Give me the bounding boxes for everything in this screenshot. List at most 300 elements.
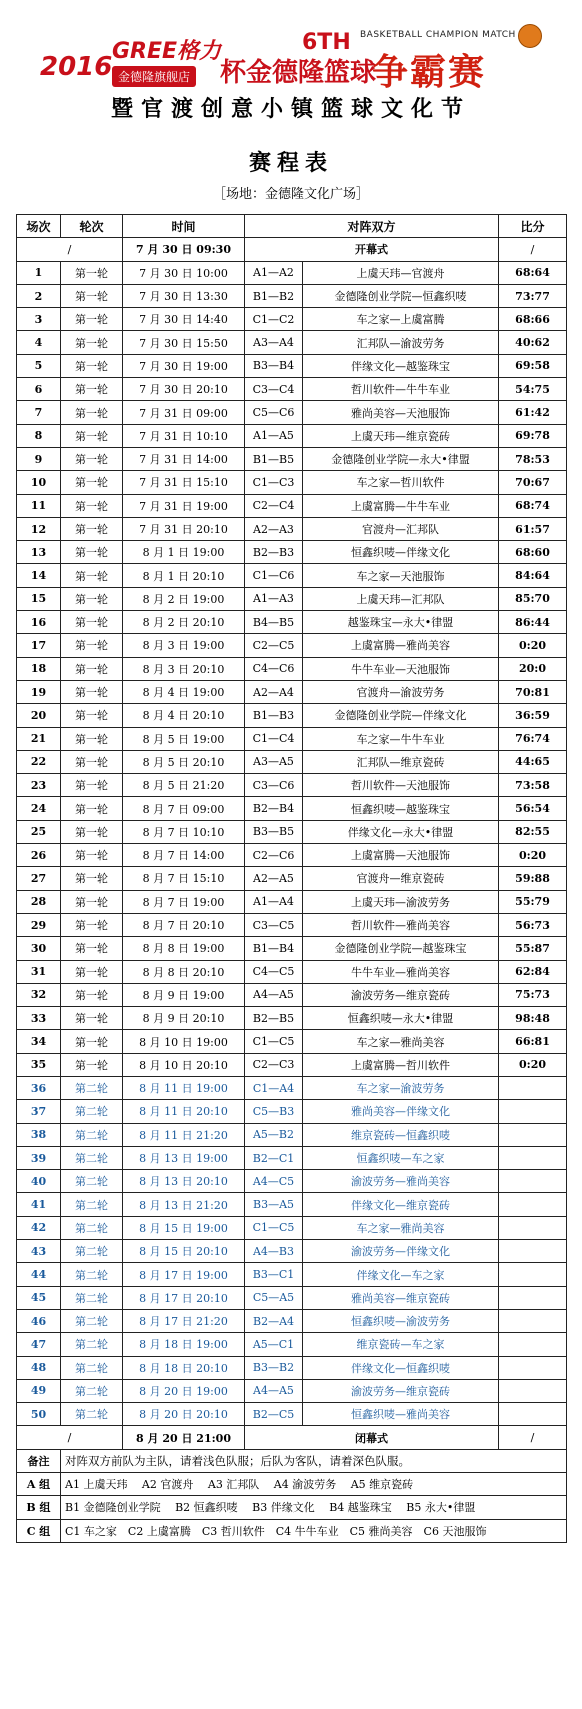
match-row [17,611,567,634]
match-time: 8 月 7 日 20:10 [123,913,245,936]
match-time: 8 月 17 日 20:10 [123,1286,245,1309]
match-row [17,1100,567,1123]
match-row [17,750,567,773]
match-code: C2—C3 [245,1053,303,1076]
store-badge: 金德隆旗舰店 [112,66,196,87]
match-teams: 雅尚美容—维京瓷砖 [303,1286,499,1309]
match-code: C1—C6 [245,564,303,587]
match-row [17,447,567,470]
match-teams: 伴缘文化—永大•律盟 [303,820,499,843]
match-row [17,913,567,936]
match-row [17,354,567,377]
closing-time: 8 月 20 日 21:00 [123,1426,245,1449]
match-round: 第一轮 [61,401,123,424]
group-row-c [17,1519,567,1542]
match-score: 0:20 [499,844,567,867]
match-teams: 伴缘文化—越鉴珠宝 [303,354,499,377]
match-round: 第一轮 [61,354,123,377]
match-time: 8 月 7 日 15:10 [123,867,245,890]
match-time: 8 月 1 日 20:10 [123,564,245,587]
match-teams: 车之家—哲川软件 [303,471,499,494]
match-round: 第一轮 [61,820,123,843]
match-teams: 上虞富腾—牛牛车业 [303,494,499,517]
match-round: 第二轮 [61,1379,123,1402]
match-number: 9 [17,447,61,470]
match-time: 8 月 4 日 19:00 [123,680,245,703]
match-time: 8 月 9 日 19:00 [123,983,245,1006]
match-score: 61:42 [499,401,567,424]
match-teams: 车之家—牛牛车业 [303,727,499,750]
schedule-table [16,214,567,1543]
match-round: 第一轮 [61,1030,123,1053]
match-time: 8 月 5 日 21:20 [123,774,245,797]
match-code: C1—C4 [245,727,303,750]
match-code: C2—C5 [245,634,303,657]
match-number: 34 [17,1030,61,1053]
match-number: 42 [17,1216,61,1239]
match-time: 7 月 31 日 19:00 [123,494,245,517]
match-round: 第二轮 [61,1333,123,1356]
match-score [499,1123,567,1146]
match-teams: 官渡舟—维京瓷砖 [303,867,499,890]
match-teams: 金德隆创业学院—永大•律盟 [303,447,499,470]
match-row [17,1216,567,1239]
group-label: C 组 [17,1519,61,1542]
match-code: B1—B2 [245,284,303,307]
match-code: A3—A5 [245,750,303,773]
match-time: 8 月 8 日 19:00 [123,937,245,960]
match-code: B2—B3 [245,541,303,564]
match-teams: 恒鑫织唛—永大•律盟 [303,1007,499,1030]
match-score: 61:57 [499,517,567,540]
match-score [499,1170,567,1193]
match-code: B3—B4 [245,354,303,377]
match-teams: 金德隆创业学院—恒鑫织唛 [303,284,499,307]
match-time: 7 月 31 日 20:10 [123,517,245,540]
group-label: A 组 [17,1473,61,1496]
match-score [499,1240,567,1263]
match-time: 8 月 9 日 20:10 [123,1007,245,1030]
match-code: A5—C1 [245,1333,303,1356]
group-teams: B1 金德隆创业学院 B2 恒鑫织唛 B3 伴缘文化 B4 越鉴珠宝 B5 永大•律盟 [61,1496,567,1519]
match-score: 68:66 [499,308,567,331]
match-code: B1—B5 [245,447,303,470]
match-row [17,867,567,890]
match-teams: 汇邦队—维京瓷砖 [303,750,499,773]
match-teams: 车之家—天池服饰 [303,564,499,587]
match-score: 68:74 [499,494,567,517]
match-row [17,261,567,284]
match-round: 第二轮 [61,1076,123,1099]
match-time: 8 月 7 日 14:00 [123,844,245,867]
match-teams: 渝波劳务—雅尚美容 [303,1170,499,1193]
match-round: 第一轮 [61,983,123,1006]
match-code: A3—A4 [245,331,303,354]
match-round: 第一轮 [61,774,123,797]
match-time: 8 月 7 日 10:10 [123,820,245,843]
match-time: 7 月 30 日 13:30 [123,284,245,307]
match-score: 75:73 [499,983,567,1006]
match-code: B2—C5 [245,1403,303,1426]
match-number: 3 [17,308,61,331]
match-number: 33 [17,1007,61,1030]
match-teams: 渝波劳务—伴缘文化 [303,1240,499,1263]
match-time: 8 月 18 日 20:10 [123,1356,245,1379]
match-row [17,1240,567,1263]
match-round: 第一轮 [61,680,123,703]
match-code: B3—A5 [245,1193,303,1216]
edition-label: 6TH [302,30,351,55]
match-teams: 牛牛车业—天池服饰 [303,657,499,680]
match-row [17,471,567,494]
match-round: 第一轮 [61,331,123,354]
match-round: 第一轮 [61,1007,123,1030]
match-score [499,1403,567,1426]
match-teams: 恒鑫织唛—雅尚美容 [303,1403,499,1426]
notes-text: 对阵双方前队为主队，请着浅色队服；后队为客队，请着深色队服。 [61,1449,567,1472]
match-score: 55:87 [499,937,567,960]
match-row [17,331,567,354]
match-round: 第二轮 [61,1100,123,1123]
match-number: 5 [17,354,61,377]
match-round: 第一轮 [61,867,123,890]
match-round: 第二轮 [61,1193,123,1216]
match-round: 第一轮 [61,657,123,680]
match-score: 69:58 [499,354,567,377]
match-score: 73:58 [499,774,567,797]
match-score: 69:78 [499,424,567,447]
opening-event: 开幕式 [245,238,499,261]
match-row [17,1379,567,1402]
match-round: 第一轮 [61,797,123,820]
match-row [17,564,567,587]
match-teams: 上虞天玮—渝波劳务 [303,890,499,913]
col-header-score: 比分 [499,215,567,238]
match-score [499,1379,567,1402]
opening-row [17,238,567,261]
match-time: 7 月 31 日 14:00 [123,447,245,470]
match-code: B1—B4 [245,937,303,960]
match-round: 第二轮 [61,1403,123,1426]
match-teams: 维京瓷砖—车之家 [303,1333,499,1356]
match-time: 7 月 30 日 15:50 [123,331,245,354]
match-time: 8 月 18 日 19:00 [123,1333,245,1356]
match-code: A1—A5 [245,424,303,447]
match-round: 第一轮 [61,494,123,517]
match-teams: 雅尚美容—天池服饰 [303,401,499,424]
table-body [17,238,567,1426]
match-row [17,680,567,703]
match-score: 82:55 [499,820,567,843]
match-code: B2—B5 [245,1007,303,1030]
match-time: 8 月 7 日 09:00 [123,797,245,820]
match-round: 第二轮 [61,1263,123,1286]
match-number: 43 [17,1240,61,1263]
match-code: B2—B4 [245,797,303,820]
slogan: BASKETBALL CHAMPION MATCH [360,30,516,40]
match-code: C5—C6 [245,401,303,424]
match-number: 25 [17,820,61,843]
match-score [499,1216,567,1239]
match-number: 13 [17,541,61,564]
match-code: A4—A5 [245,983,303,1006]
match-row [17,284,567,307]
match-teams: 汇邦队—渝波劳务 [303,331,499,354]
match-round: 第一轮 [61,471,123,494]
match-score: 55:79 [499,890,567,913]
closing-event: 闭幕式 [245,1426,499,1449]
match-round: 第二轮 [61,1356,123,1379]
match-teams: 车之家—雅尚美容 [303,1216,499,1239]
match-round: 第一轮 [61,727,123,750]
banner-subtitle: 暨官渡创意小镇篮球文化节 [110,97,471,122]
match-score: 70:67 [499,471,567,494]
match-number: 28 [17,890,61,913]
match-row [17,401,567,424]
match-row [17,960,567,983]
match-code: C1—C5 [245,1030,303,1053]
match-score [499,1309,567,1332]
brand-logo: GREE格力 [112,39,222,64]
match-code: B2—A4 [245,1309,303,1332]
match-code: A4—B3 [245,1240,303,1263]
match-row [17,937,567,960]
match-row [17,1309,567,1332]
match-code: B1—B3 [245,704,303,727]
match-time: 8 月 11 日 20:10 [123,1100,245,1123]
match-code: C4—C5 [245,960,303,983]
match-code: C3—C5 [245,913,303,936]
match-teams: 车之家—雅尚美容 [303,1030,499,1053]
match-row [17,1007,567,1030]
match-row [17,797,567,820]
match-code: A2—A5 [245,867,303,890]
match-code: B3—C1 [245,1263,303,1286]
match-code: C1—C3 [245,471,303,494]
cup-name: 杯金德隆篮球 [220,58,377,88]
closing-num: / [17,1426,123,1449]
match-row [17,844,567,867]
banner-year: 2016 [40,52,113,82]
match-teams: 上虞富腾—天池服饰 [303,844,499,867]
match-row [17,1286,567,1309]
match-number: 15 [17,587,61,610]
match-number: 36 [17,1076,61,1099]
opening-time: 7 月 30 日 09:30 [123,238,245,261]
match-code: A2—A4 [245,680,303,703]
match-round: 第一轮 [61,890,123,913]
match-number: 26 [17,844,61,867]
match-teams: 官渡舟—汇邦队 [303,517,499,540]
match-number: 37 [17,1100,61,1123]
match-teams: 渝波劳务—维京瓷砖 [303,1379,499,1402]
match-time: 8 月 17 日 19:00 [123,1263,245,1286]
match-number: 12 [17,517,61,540]
match-number: 48 [17,1356,61,1379]
match-score: 78:53 [499,447,567,470]
match-time: 8 月 2 日 20:10 [123,611,245,634]
match-round: 第二轮 [61,1123,123,1146]
match-teams: 维京瓷砖—恒鑫织唛 [303,1123,499,1146]
match-code: C1—C2 [245,308,303,331]
match-number: 6 [17,378,61,401]
match-number: 46 [17,1309,61,1332]
match-number: 21 [17,727,61,750]
match-time: 8 月 15 日 20:10 [123,1240,245,1263]
match-time: 8 月 10 日 19:00 [123,1030,245,1053]
match-teams: 哲川软件—雅尚美容 [303,913,499,936]
col-header-matchup: 对阵双方 [245,215,499,238]
match-round: 第一轮 [61,517,123,540]
match-time: 8 月 2 日 19:00 [123,587,245,610]
match-time: 8 月 10 日 20:10 [123,1053,245,1076]
match-number: 22 [17,750,61,773]
match-round: 第一轮 [61,541,123,564]
match-score [499,1263,567,1286]
match-time: 8 月 11 日 21:20 [123,1123,245,1146]
match-round: 第一轮 [61,634,123,657]
match-teams: 伴缘文化—恒鑫织唛 [303,1356,499,1379]
match-teams: 哲川软件—天池服饰 [303,774,499,797]
table-header-row [17,215,567,238]
match-number: 38 [17,1123,61,1146]
match-row [17,1146,567,1169]
match-score [499,1100,567,1123]
match-row [17,657,567,680]
venue-label: ［场地：金德隆文化广场］ [212,187,369,202]
match-teams: 金德隆创业学院—伴缘文化 [303,704,499,727]
col-header-round: 轮次 [61,215,123,238]
match-number: 27 [17,867,61,890]
match-time: 8 月 15 日 19:00 [123,1216,245,1239]
match-score: 0:20 [499,1053,567,1076]
match-number: 7 [17,401,61,424]
match-code: B3—B5 [245,820,303,843]
match-time: 8 月 8 日 20:10 [123,960,245,983]
match-code: C4—C6 [245,657,303,680]
match-number: 18 [17,657,61,680]
match-number: 47 [17,1333,61,1356]
match-time: 8 月 11 日 19:00 [123,1076,245,1099]
banner [0,0,582,140]
match-round: 第一轮 [61,960,123,983]
match-number: 31 [17,960,61,983]
match-row [17,1123,567,1146]
match-round: 第二轮 [61,1170,123,1193]
match-time: 8 月 13 日 20:10 [123,1170,245,1193]
group-label: B 组 [17,1496,61,1519]
match-time: 8 月 3 日 19:00 [123,634,245,657]
match-number: 23 [17,774,61,797]
match-code: A4—A5 [245,1379,303,1402]
match-teams: 恒鑫织唛—越鉴珠宝 [303,797,499,820]
match-score: 70:81 [499,680,567,703]
match-score: 98:48 [499,1007,567,1030]
match-number: 16 [17,611,61,634]
match-code: C5—B3 [245,1100,303,1123]
match-teams: 上虞富腾—哲川软件 [303,1053,499,1076]
banner-logo-row [40,30,540,93]
match-round: 第一轮 [61,913,123,936]
match-time: 8 月 13 日 19:00 [123,1146,245,1169]
match-number: 17 [17,634,61,657]
match-number: 8 [17,424,61,447]
match-number: 19 [17,680,61,703]
match-number: 30 [17,937,61,960]
match-round: 第一轮 [61,284,123,307]
match-time: 7 月 31 日 09:00 [123,401,245,424]
match-score [499,1286,567,1309]
match-time: 8 月 20 日 20:10 [123,1403,245,1426]
group-teams: A1 上虞天玮 A2 官渡舟 A3 汇邦队 A4 渝波劳务 A5 维京瓷砖 [61,1473,567,1496]
match-row [17,890,567,913]
match-teams: 伴缘文化—车之家 [303,1263,499,1286]
match-score: 66:81 [499,1030,567,1053]
match-score: 36:59 [499,704,567,727]
match-score: 56:73 [499,913,567,936]
match-score [499,1193,567,1216]
match-time: 8 月 17 日 21:20 [123,1309,245,1332]
match-round: 第一轮 [61,378,123,401]
col-header-time: 时间 [123,215,245,238]
basketball-icon [518,24,542,48]
match-time: 8 月 13 日 21:20 [123,1193,245,1216]
match-code: C3—C4 [245,378,303,401]
match-teams: 渝波劳务—维京瓷砖 [303,983,499,1006]
match-row [17,820,567,843]
match-teams: 恒鑫织唛—伴缘文化 [303,541,499,564]
match-time: 8 月 4 日 20:10 [123,704,245,727]
match-round: 第一轮 [61,424,123,447]
group-teams: C1 车之家 C2 上虞富腾 C3 哲川软件 C4 牛牛车业 C5 雅尚美容 C6 天池服饰 [61,1519,567,1542]
match-time: 7 月 30 日 19:00 [123,354,245,377]
match-number: 2 [17,284,61,307]
match-round: 第二轮 [61,1146,123,1169]
match-score: 68:60 [499,541,567,564]
match-row [17,1170,567,1193]
match-teams: 哲川软件—牛牛车业 [303,378,499,401]
match-round: 第一轮 [61,1053,123,1076]
match-round: 第一轮 [61,587,123,610]
match-teams: 恒鑫织唛—车之家 [303,1146,499,1169]
match-number: 35 [17,1053,61,1076]
match-teams: 伴缘文化—维京瓷砖 [303,1193,499,1216]
opening-score: / [499,238,567,261]
opening-num: / [17,238,123,261]
match-score: 68:64 [499,261,567,284]
match-score [499,1356,567,1379]
group-row-a [17,1473,567,1496]
match-row [17,1356,567,1379]
match-teams: 恒鑫织唛—渝波劳务 [303,1309,499,1332]
match-teams: 车之家—上虞富腾 [303,308,499,331]
match-row [17,308,567,331]
match-number: 45 [17,1286,61,1309]
match-code: A4—C5 [245,1170,303,1193]
match-teams: 牛牛车业—雅尚美容 [303,960,499,983]
table-footer [17,1426,567,1542]
match-row [17,587,567,610]
match-row [17,1263,567,1286]
match-number: 32 [17,983,61,1006]
match-number: 14 [17,564,61,587]
match-number: 50 [17,1403,61,1426]
match-round: 第一轮 [61,750,123,773]
match-code: B3—B2 [245,1356,303,1379]
schedule-title: 赛程表 [248,150,333,176]
closing-row [17,1426,567,1449]
match-score [499,1076,567,1099]
